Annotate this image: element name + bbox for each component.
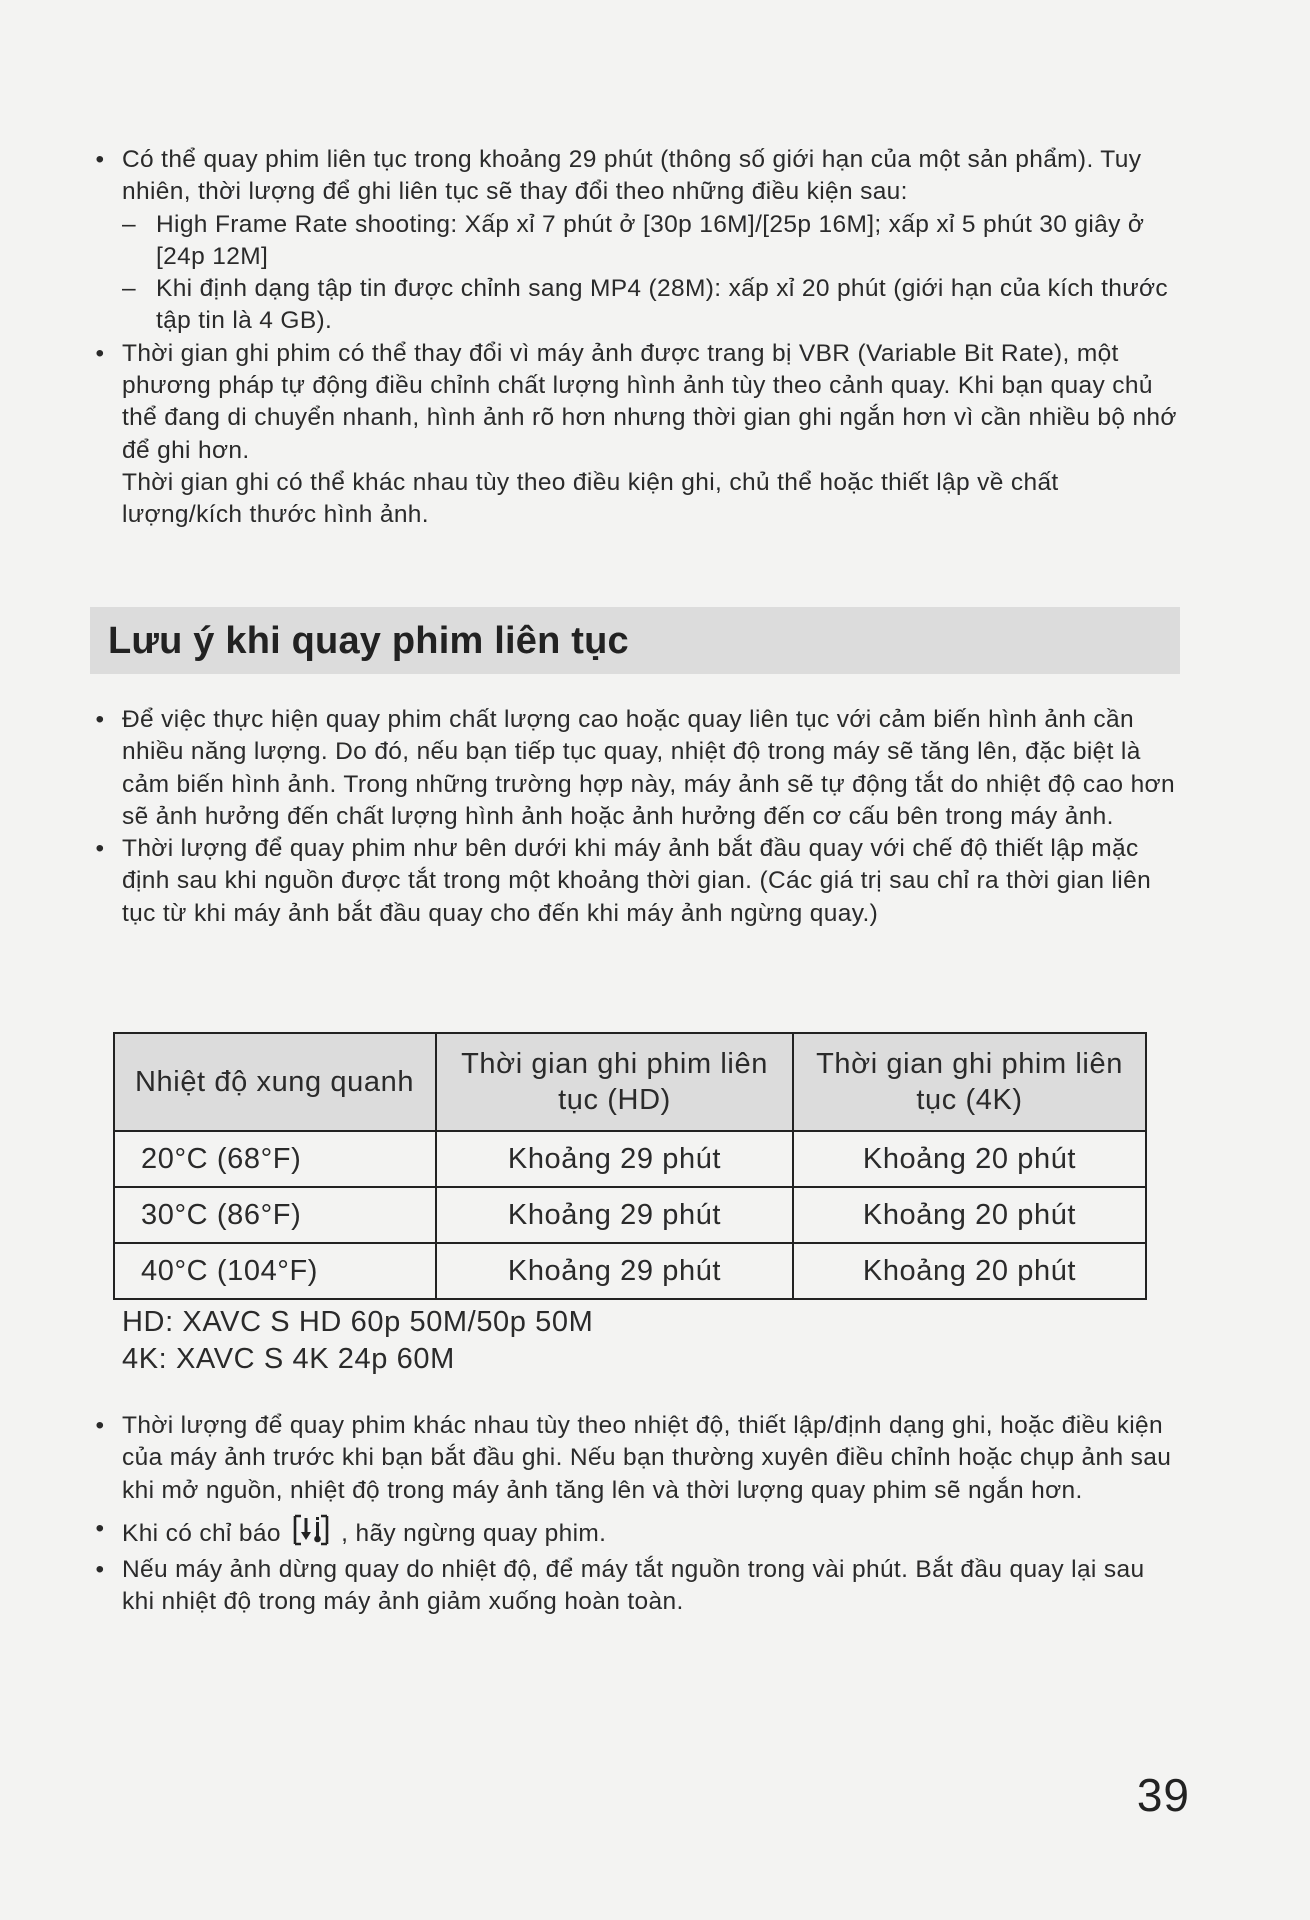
temperature-cell: 20°C (68°F) (114, 1131, 436, 1187)
4k-time-cell: Khoảng 20 phút (793, 1131, 1146, 1187)
bullet-dot: • (95, 1556, 105, 1584)
bullet-text: Thời gian ghi phim có thể thay đổi vì máy ảnh được trang bị VBR (Variable Bit Rate), một phương pháp tự động điều chỉnh chất lượng hình ảnh tùy theo cảnh quay. Khi bạn quay chủ thể đang di chuyển nhanh, hình ảnh rõ hơn nhưng thời gian ghi ngắn hơn vì cần nhiều bộ nhớ để ghi hơn. (122, 339, 1177, 464)
bullet-text-after-icon: , hãy ngừng quay phim. (341, 1519, 607, 1547)
hd-time-cell: Khoảng 29 phút (436, 1243, 793, 1299)
list-item (88, 144, 1178, 338)
dash-marker: – (122, 275, 136, 303)
sub-list (122, 209, 1178, 338)
hd-time-cell: Khoảng 29 phút (436, 1131, 793, 1187)
column-header-temperature: Nhiệt độ xung quanh (114, 1033, 436, 1131)
bullet-dot: • (95, 1514, 105, 1542)
bullet-text: Thời lượng để quay phim khác nhau tùy theo nhiệt độ, thiết lập/định dạng ghi, hoặc điều kiện của máy ảnh trước khi bạn bắt đầu ghi. Nếu bạn thường xuyên điều chỉnh hoặc chụp ảnh sau khi mở nguồn, nhiệt độ trong máy ảnh tăng lên và thời lượng quay phim sẽ ngắn hơn. (122, 1412, 1172, 1504)
bullet-dot: • (95, 339, 105, 367)
list-item (88, 1410, 1178, 1507)
bullet-dot: • (95, 835, 105, 863)
table-header-row (114, 1033, 1146, 1131)
sub-list-item (122, 273, 1178, 338)
table-row (114, 1187, 1146, 1243)
bullet-dot: • (95, 706, 105, 733)
list-item (88, 833, 1178, 930)
dash-marker: – (122, 210, 136, 238)
recording-time-notes (88, 144, 1178, 532)
temperature-cell: 30°C (86°F) (114, 1187, 436, 1243)
additional-notes (88, 1410, 1178, 1619)
bullet-text: Thời lượng để quay phim như bên dưới khi máy ảnh bắt đầu quay với chế độ thiết lập mặc định sau khi nguồn được tắt trong một khoảng thời gian. (Các giá trị sau chỉ ra thời gian liên tục từ khi máy ảnh bắt đầu quay cho đến khi máy ảnh ngừng quay.) (122, 835, 1152, 927)
table-row (114, 1131, 1146, 1187)
table-row (114, 1243, 1146, 1299)
4k-format-note: 4K: XAVC S 4K 24p 60M (122, 1343, 455, 1375)
continuous-recording-notes (88, 704, 1178, 930)
bullet-extra-text: Thời gian ghi có thể khác nhau tùy theo điều kiện ghi, chủ thể hoặc thiết lập về chất lượng/kích thước hình ảnh. (122, 468, 1059, 529)
sub-list-item (122, 209, 1178, 274)
4k-time-cell: Khoảng 20 phút (793, 1243, 1146, 1299)
bullet-text: Có thể quay phim liên tục trong khoảng 29 phút (thông số giới hạn của một sản phẩm). Tuy nhiên, thời lượng để ghi liên tục sẽ thay đổi theo những điều kiện sau: (122, 146, 1142, 206)
recording-time-table (113, 1032, 1147, 1300)
hd-time-cell: Khoảng 29 phút (436, 1187, 793, 1243)
bullet-text-before-icon: Khi có chỉ báo (122, 1519, 281, 1547)
section-title: Lưu ý khi quay phim liên tục (108, 620, 629, 662)
hd-format-note: HD: XAVC S HD 60p 50M/50p 50M (122, 1306, 594, 1338)
bullet-text: Nếu máy ảnh dừng quay do nhiệt độ, để máy tắt nguồn trong vài phút. Bắt đầu quay lại sau khi nhiệt độ trong máy ảnh giảm xuống hoàn toàn. (122, 1556, 1145, 1616)
bullet-dot: • (95, 1412, 105, 1439)
column-header-4k: Thời gian ghi phim liên tục (4K) (793, 1033, 1146, 1131)
temperature-cell: 40°C (104°F) (114, 1243, 436, 1299)
format-notes (122, 1304, 593, 1378)
list-item (88, 1513, 1178, 1550)
bullet-dot: • (95, 146, 105, 173)
overheat-warning-icon (292, 1513, 330, 1547)
page-number: 39 (1136, 1769, 1190, 1821)
4k-time-cell: Khoảng 20 phút (793, 1187, 1146, 1243)
list-item (88, 338, 1178, 532)
list-item (88, 1554, 1178, 1619)
column-header-hd: Thời gian ghi phim liên tục (HD) (436, 1033, 793, 1131)
sub-item-text: Khi định dạng tập tin được chỉnh sang MP4 (28M): xấp xỉ 20 phút (giới hạn của kích thước tập tin là 4 GB). (156, 275, 1169, 335)
sub-item-text: High Frame Rate shooting: Xấp xỉ 7 phút ở [30p 16M]/[25p 16M]; xấp xỉ 5 phút 30 giây ở [24p 12M] (156, 210, 1145, 270)
section-heading (90, 607, 1180, 674)
bullet-text: Để việc thực hiện quay phim chất lượng cao hoặc quay liên tục với cảm biến hình ảnh cần nhiều năng lượng. Do đó, nếu bạn tiếp tục quay, nhiệt độ trong máy sẽ tăng lên, đặc biệt là cảm biến hình ảnh. Trong những trường hợp này, máy ảnh sẽ tự động tắt do nhiệt độ cao hơn sẽ ảnh hưởng đến chất lượng hình ảnh hoặc ảnh hưởng đến cơ cấu bên trong máy ảnh. (122, 706, 1175, 830)
list-item (88, 704, 1178, 833)
